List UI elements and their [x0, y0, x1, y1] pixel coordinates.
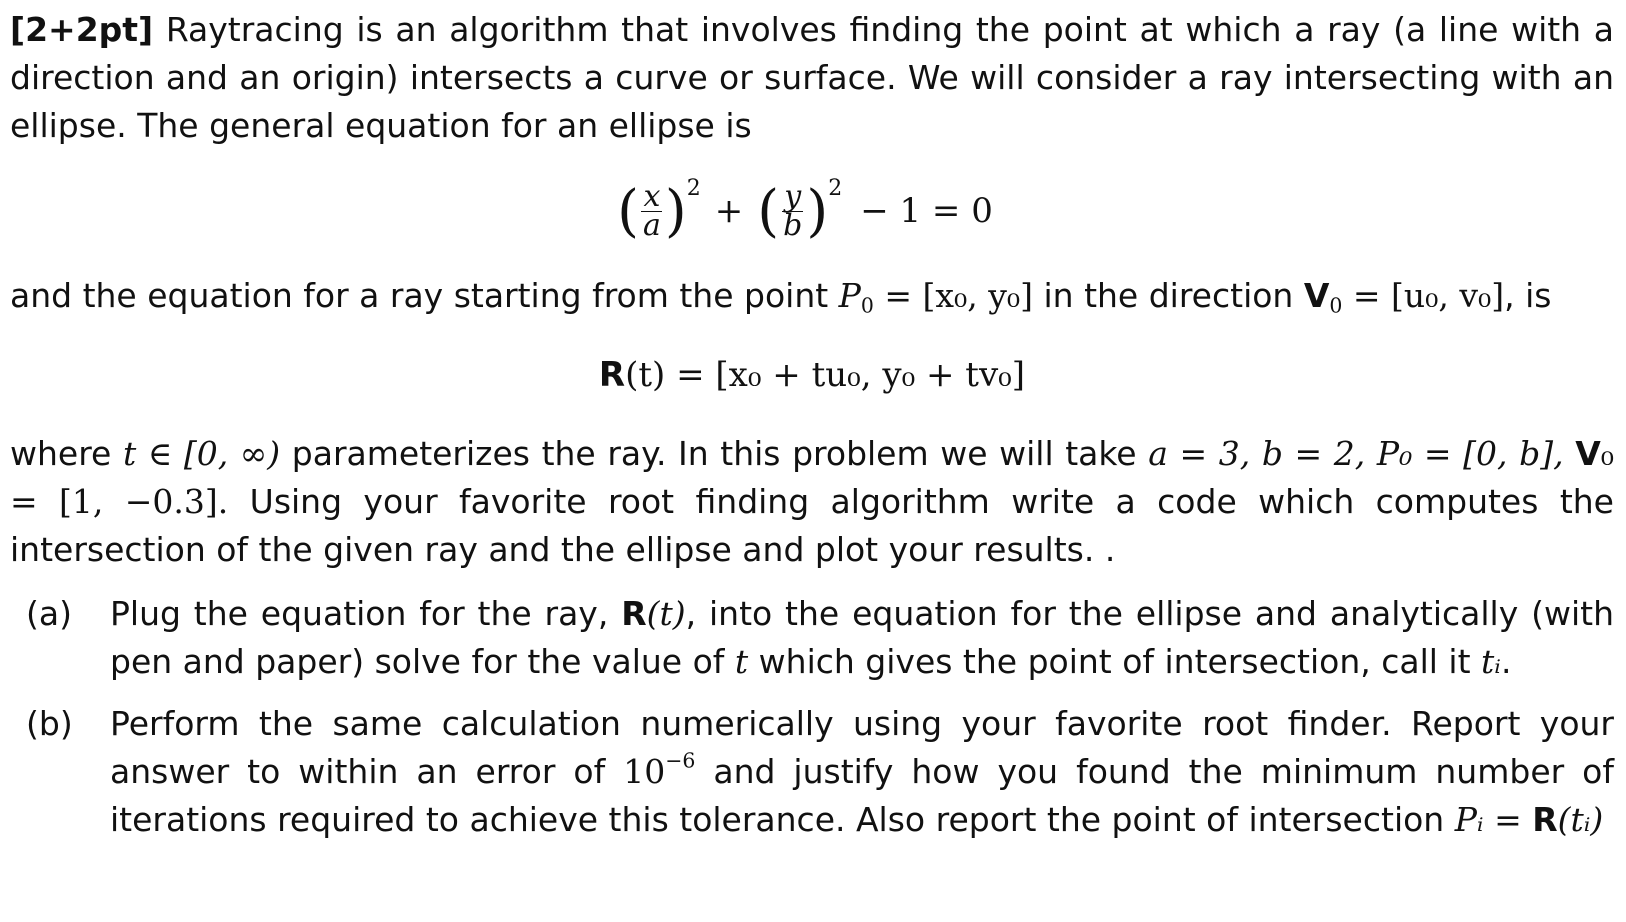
ray-sentence: and the equation for a ray starting from the point $P_0 = [x_0$, y₀] in the direction $V_0 = [u_0$, v₀], is — [10, 276, 1552, 318]
intro-text: Raytracing is an algorithm that involves finding the point at which a ray (a line with a direction and an origin) intersects a curve or surface. We will consider a ray intersecting with an ellipse. The general equation for an ellipse is — [10, 10, 1614, 145]
part-b-text: Perform the same calculation numerically using your favorite root finder. Report your answer to within an error of $10^{-6}$ and justify how you found the minimum number of iterations required to achieve this tolerance. Also report the point of intersection Pᵢ = R(tᵢ) — [110, 704, 1614, 839]
part-a-label: (a) — [26, 594, 72, 633]
x-over-a-term: ( $\frac{x}{a}$ ) $^2$ — [617, 176, 701, 244]
part-a-text: Plug the equation for the ray, R(t), into the equation for the ellipse and analytically (with pen and paper) solve for the value of t which gives the point of intersection, call it tᵢ. — [110, 594, 1614, 681]
part-b — [10, 700, 1614, 844]
ellipse-rhs: − 1 = 0 — [860, 191, 993, 231]
part-a — [10, 590, 1614, 686]
ellipse-equation: ( $\frac{x}{a}$ ) $^2$ + ( $\frac{y}{b}$ ) $^2$ − 1 = 0 — [617, 176, 993, 244]
question-parts — [10, 590, 1614, 844]
y-over-b-term: ( $\frac{y}{b}$ ) $^2$ — [757, 176, 843, 244]
problem-page — [10, 6, 1614, 858]
intro-paragraph — [10, 6, 1614, 150]
ray-equation: R (t) = [x₀ + tu₀, y₀ + tv₀] — [598, 355, 1026, 395]
part-b-label: (b) — [26, 704, 73, 743]
points-label: [2+2pt] — [10, 10, 154, 49]
parameters-paragraph: where t ∈ [0, ∞) parameterizes the ray. In this problem we will take a = 3, b = 2, P₀ = [0, b], V₀ = [1, −0.3]. Using your favorite root finding algorithm write a code which computes the intersection of the given ray and the ellipse and plot your results. . — [10, 434, 1614, 569]
